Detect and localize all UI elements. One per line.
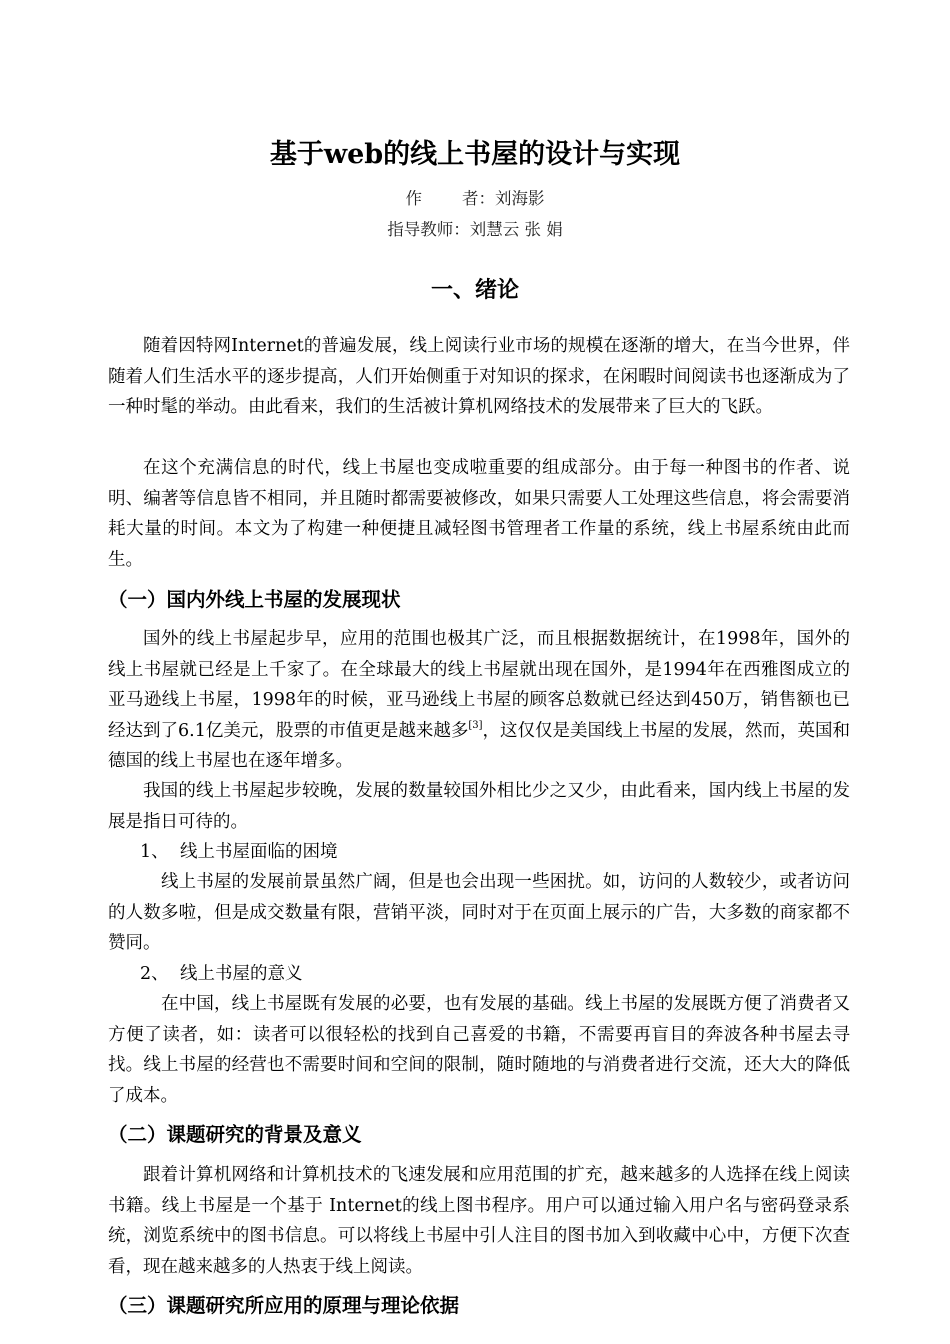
author-name: 刘海影	[495, 189, 545, 208]
list-label: 线上书屋的意义	[180, 964, 303, 984]
intro-paragraph-2: 在这个充满信息的时代，线上书屋也变成啦重要的组成部分。由于每一种图书的作者、说明、编著等信息皆不相同，并且随时都需要被修改，如果只需要人工处理这些信息，将会需要消耗大量的时间。本文为了构建一种便捷且减轻图书管理者工作量的系统，线上书屋系统由此而生。	[108, 458, 850, 570]
list-item-2-heading	[140, 959, 303, 989]
subsection1-paragraph-2: 我国的线上书屋起步较晚，发展的数量较国外相比少之又少，由此看来，国内线上书屋的发展是指日可待的。	[108, 781, 850, 832]
author-line	[0, 187, 950, 211]
list-number: 1、	[140, 842, 169, 862]
list-item-1-text: 线上书屋的发展前景虽然广阔，但是也会出现一些困扰。如，访问的人数较少，或者访问的人数多啦，但是成交数量有限，营销平淡，同时对于在页面上展示的广告，大多数的商家都不赞同。	[108, 872, 850, 953]
author-label-2: 者：	[462, 189, 495, 208]
author-label: 作	[405, 189, 422, 208]
subsection2-paragraph-1: 跟着计算机网络和计算机技术的飞速发展和应用范围的扩充，越来越多的人选择在线上阅读书籍。线上书屋是一个基于 Internet的线上图书程序。用户可以通过输入用户名与密码登录系统，浏览系统中的图书信息。可以将线上书屋中引人注目的图书加入到收藏中心中，方便下次查看，现在越来越多的人热衷于线上阅读。	[108, 1165, 850, 1277]
advisor-line	[0, 218, 950, 242]
subsection-heading-2: （二）课题研究的背景及意义	[108, 1123, 362, 1146]
section-heading-introduction: 一、绪论	[430, 277, 519, 303]
list-item-1-heading	[140, 837, 338, 867]
paragraph-text-cont: ，这仅仅是美国线上书屋的发展，然而，英国和德国的线上书屋也在逐年增多。	[108, 720, 851, 771]
paper-title: 基于web的线上书屋的设计与实现	[269, 139, 681, 170]
list-number: 2、	[140, 964, 169, 984]
list-item-2-text: 在中国，线上书屋既有发展的必要，也有发展的基础。线上书屋的发展既方便了消费者又方便了读者，如：读者可以很轻松的找到自己喜爱的书籍，不需要再盲目的奔波各种书屋去寻找。线上书屋的经营也不需要时间和空间的限制，随时随地的与消费者进行交流，还大大的降低了成本。	[108, 994, 850, 1106]
list-label: 线上书屋面临的困境	[180, 842, 338, 862]
advisor-names: 刘慧云 张 娟	[469, 220, 563, 239]
subsection1-paragraph-1	[108, 624, 850, 777]
intro-paragraph-1: 随着因特网Internet的普遍发展，线上阅读行业市场的规模在逐渐的增大，在当今世界，伴随着人们生活水平的逐步提高，人们开始侧重于对知识的探求，在闲暇时间阅读书也逐渐成为了一种时髦的举动。由此看来，我们的生活被计算机网络技术的发展带来了巨大的飞跃。	[108, 336, 850, 417]
paragraph-text: 国外的线上书屋起步早，应用的范围也极其广泛，而且根据数据统计，在1998年，国外的线上书屋就已经是上千家了。在全球最大的线上书屋就出现在国外，是1994年在西雅图成立的亚马逊线上书屋，1998年的时候，亚马逊线上书屋的顾客总数就已经达到450万，销售额也已经达到了6.1亿美元，股票的市值更是越来越多	[108, 629, 850, 741]
citation-ref: [3]	[468, 719, 483, 731]
advisor-label: 指导教师：	[387, 220, 470, 239]
subsection-heading-1: （一）国内外线上书屋的发展现状	[108, 588, 401, 611]
subsection-heading-3: （三）课题研究所应用的原理与理论依据	[108, 1294, 460, 1317]
